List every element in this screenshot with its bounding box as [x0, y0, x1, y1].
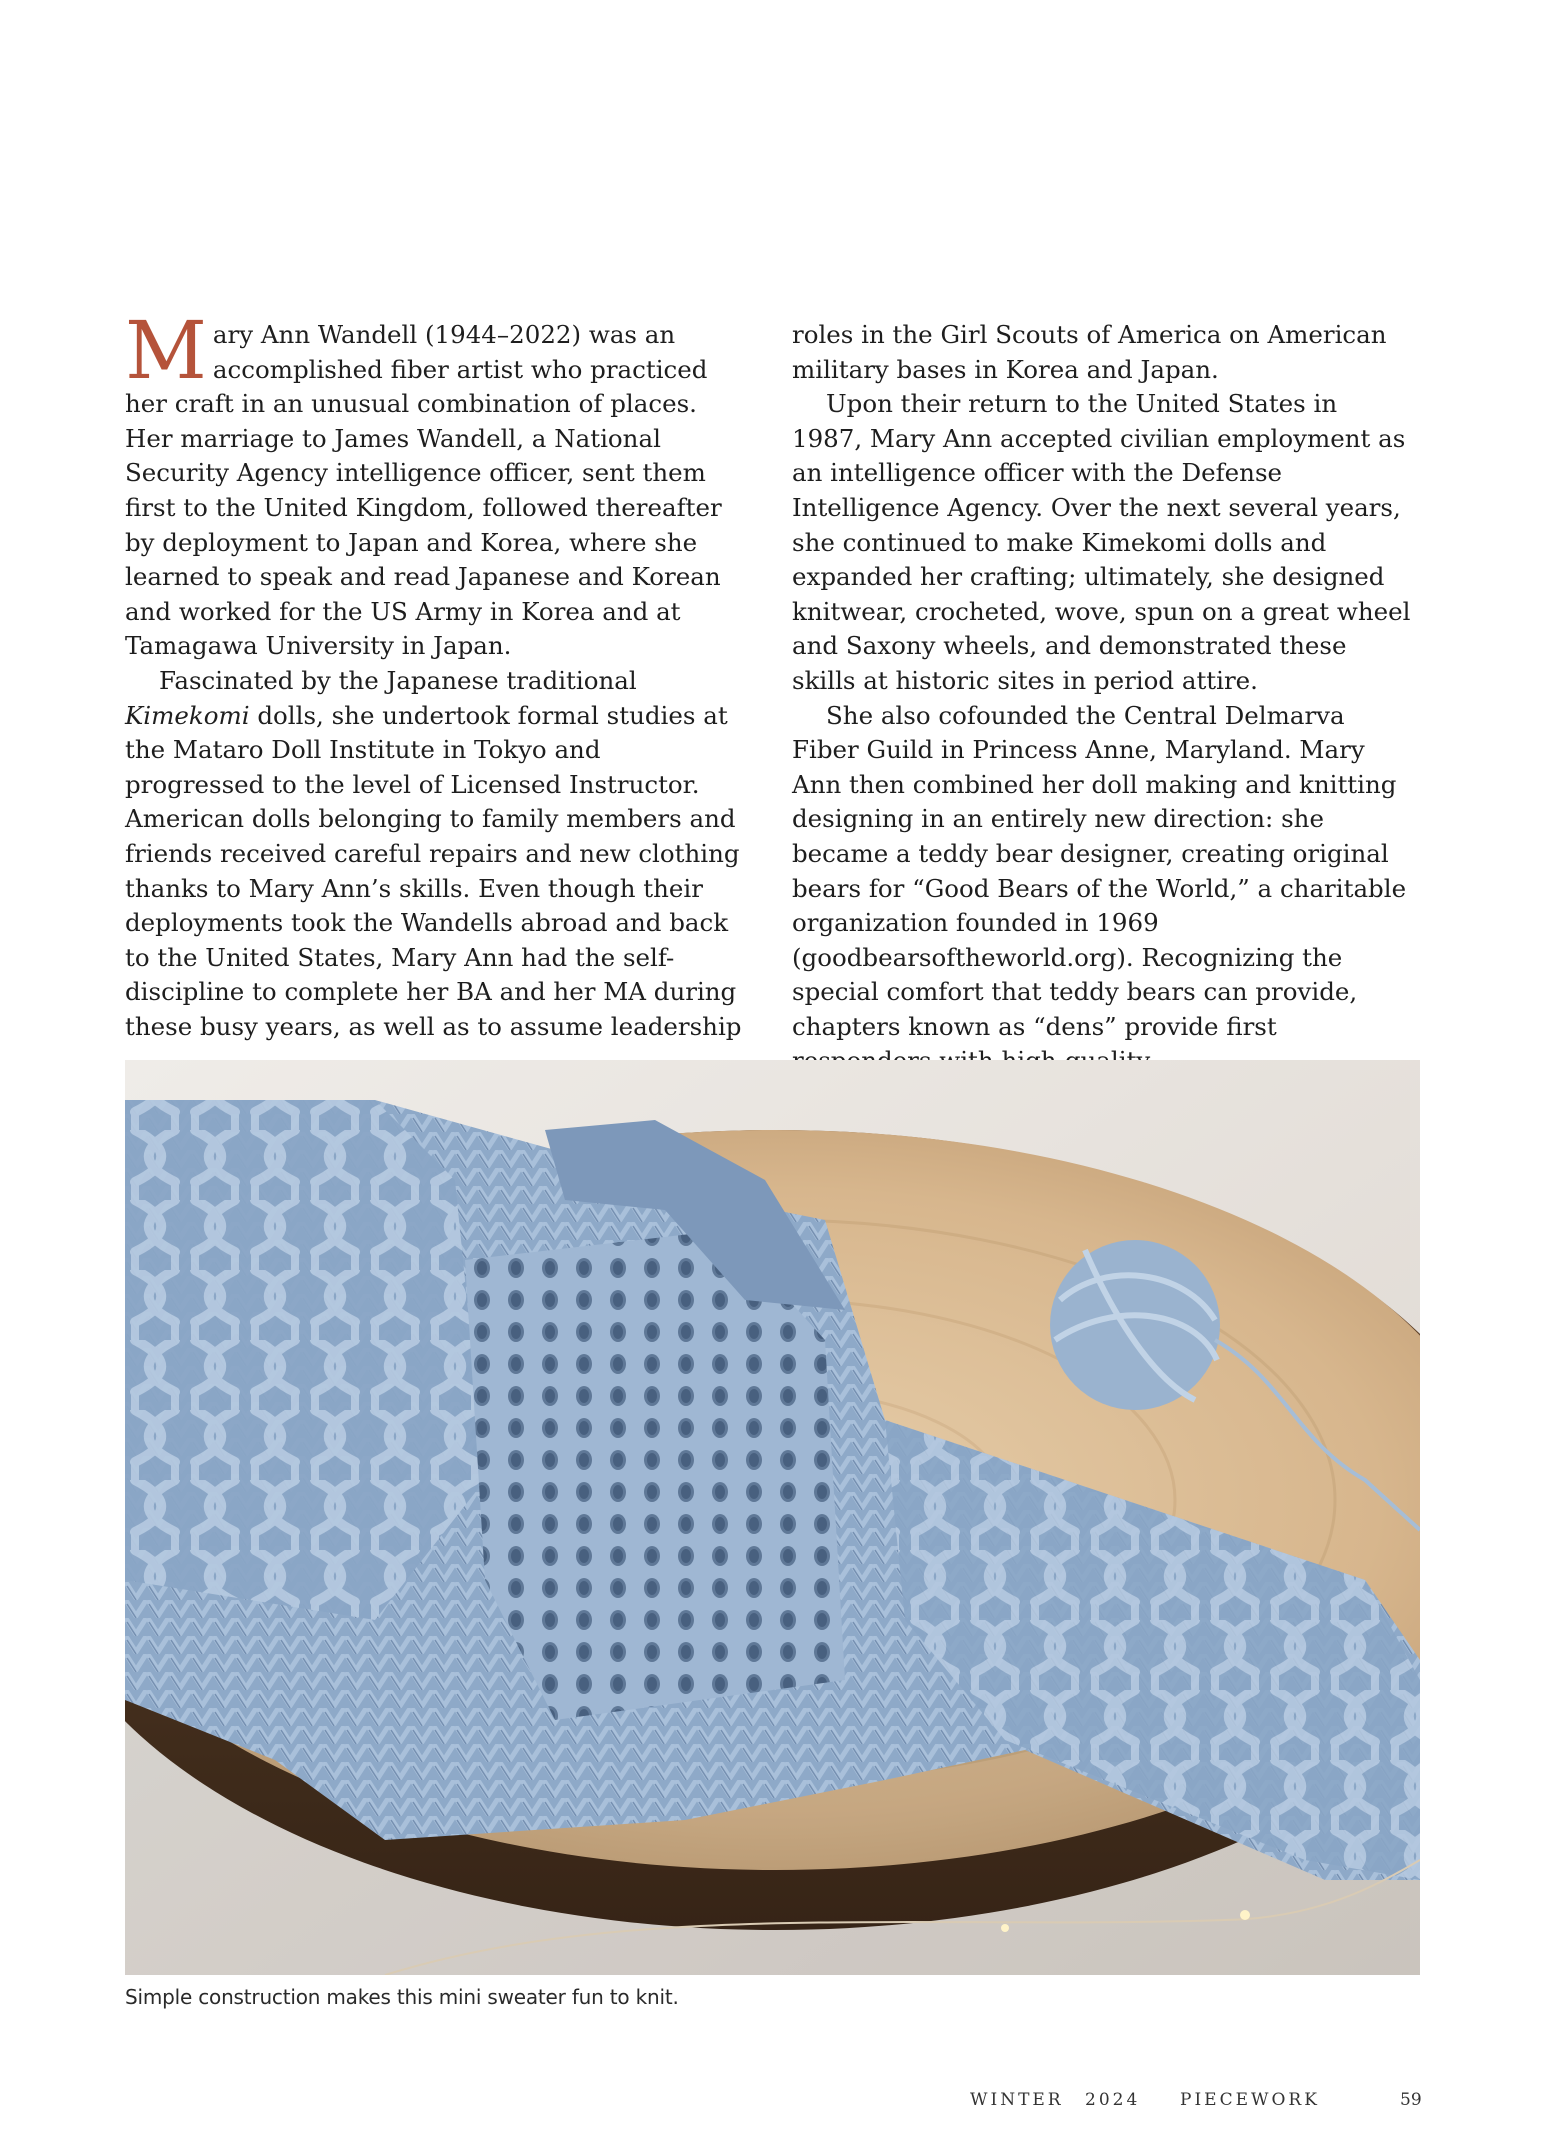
article-paragraph-1 [125, 304, 745, 664]
sweater-illustration [125, 1060, 1420, 1975]
footer-magazine: PIECEWORK [1180, 2090, 1320, 2110]
paragraph-2-text: dolls, she undertook formal studies at the Mataro Doll Institute in Tokyo and progressed to the level of Licensed Instructor. American dolls belonging to family members and friends received careful repairs and new clothing thanks to Mary Ann’s skills. Even though their deployments took the Wandells abroad and back to the United States, Mary Ann had the self-discipline to complete her BA and her MA during these busy years, as well as to assume leadership [125, 700, 742, 1041]
footer-season: WINTER [970, 2090, 1064, 2110]
drop-cap: M [125, 304, 207, 397]
article-paragraph-5: She also cofounded the Central Delmarva Fiber Guild in Princess Anne, Maryland. Mary Ann then combined her doll making and knitting designing in an entirely new direction: she became a teddy bear designer, creating original bears for “Good Bears of the World,” a charitable organization founded in 1969 (goodbearsoftheworld.org). Recognizing the special comfort that teddy bears can provide, chapters known as “dens” provide first [792, 700, 1407, 1041]
photo-caption: Simple construction makes this mini sweater fun to knit. [125, 1985, 679, 2009]
article-column-left [125, 304, 745, 1044]
kimekomi-italic: Kimekomi [125, 700, 250, 730]
paragraph-1-text: ary Ann Wandell (1944–2022) was an accomplished fiber artist who practiced her craft in an unusual combination of places. Her marriage to James Wandell, a National Security Agency intelligence officer, sent them first to the United Kingdom, followed thereafter by deployment to Japan and Korea, where she learned to speak and read Japanese and Korean and worked for the US Army in Korea and at Tamagawa University in Japan. [125, 320, 722, 661]
sweater-photo [125, 1060, 1420, 1975]
article-paragraph-2 [125, 664, 745, 1045]
article-column-right [792, 318, 1412, 1079]
page-number: 59 [1400, 2090, 1422, 2110]
article-paragraph-3: roles in the Girl Scouts of America on American military bases in Korea and Japan. [792, 320, 1387, 384]
paragraph-2-lead: Fascinated by the Japanese traditional [159, 665, 637, 695]
footer-year: 2024 [1085, 2090, 1141, 2110]
article-paragraph-4: Upon their return to the United States in 1987, Mary Ann accepted civilian employment as an intelligence officer with the Defense Intelligence Agency. Over the next several years, she continued to make Kimekomi dolls and expanded her crafting; ultimately, she designed knitwear, crocheted, wove, spun on a great wheel and Saxony wheels, and demonstrated these skills at historic sites in period attire. [792, 389, 1411, 695]
page-footer [970, 2090, 1420, 2120]
